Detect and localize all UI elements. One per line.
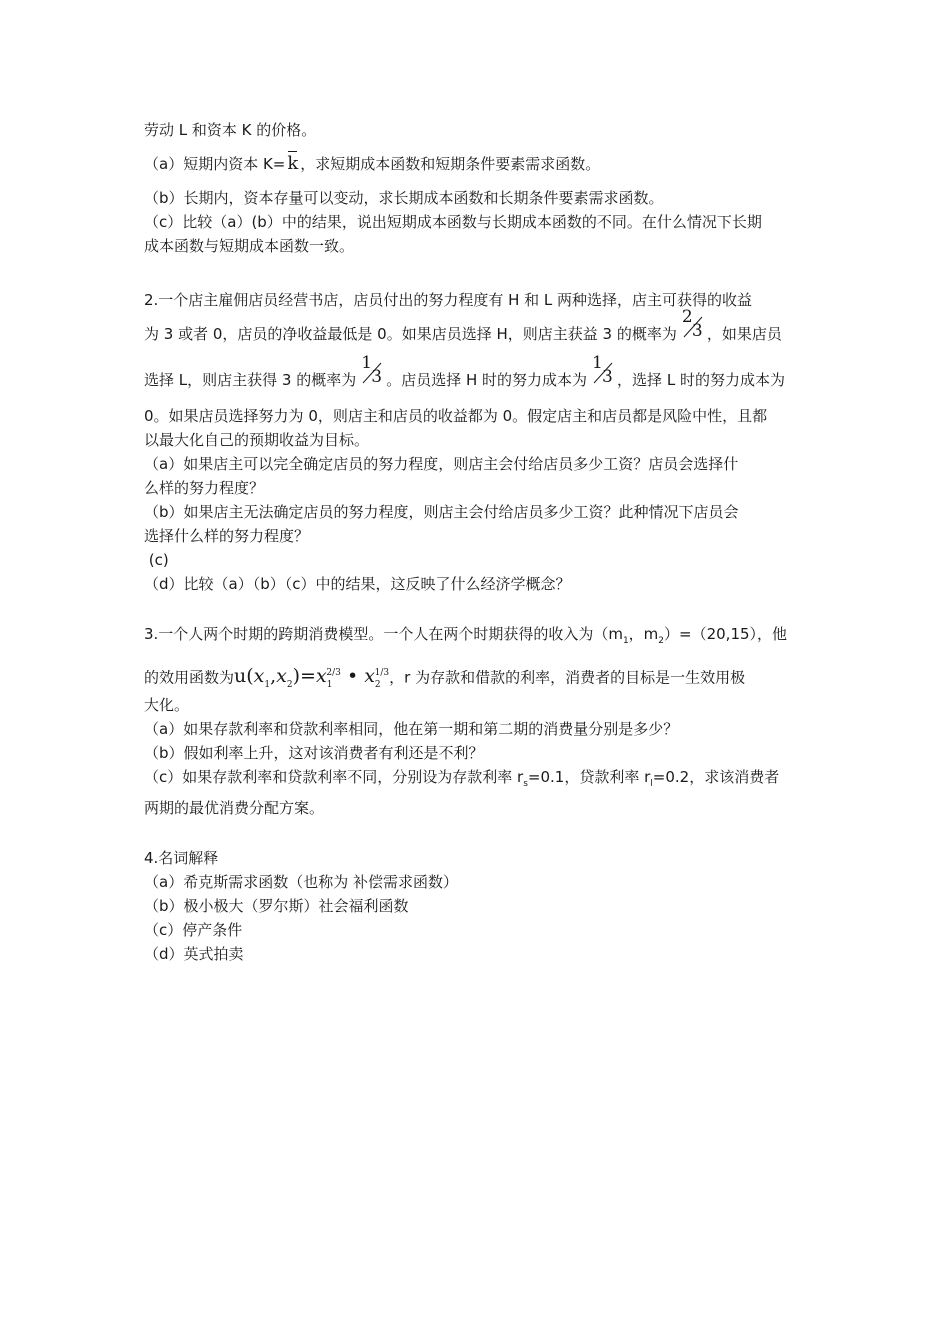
q3-line1-tail: ）=（20,15），他: [664, 625, 788, 643]
q1-a-text-post: ，求短期成本函数和短期条件要素需求函数。: [300, 155, 601, 173]
q1-a-text-pre: （a）短期内资本 K=: [144, 155, 286, 173]
q3-line2-text: 的效用函数为: [144, 668, 235, 687]
q3-line2: [144, 653, 808, 693]
math-sub: 2: [374, 680, 381, 691]
q1-intro-line: 劳动 L 和资本 K 的价格。: [144, 121, 317, 139]
fraction-one-third-cost: [587, 353, 617, 393]
fraction-numerator: 1: [592, 353, 603, 373]
q4-part-a: （a）希克斯需求函数（也称为 补偿需求函数）: [144, 873, 458, 891]
q3-c-text: （c）如果存款利率和贷款利率不同，分别设为存款利率 r: [144, 768, 524, 786]
q2-line5: 以最大化自己的预期收益为目标。: [144, 431, 370, 449]
k-bar-symbol: k: [287, 153, 299, 174]
math-comma: ,: [270, 665, 277, 688]
q4-part-c: （c）停产条件: [144, 921, 243, 939]
q1-part-a: [144, 152, 808, 176]
q3-comma: ，m: [628, 625, 659, 643]
q2-line2-text: 为 3 或者 0，店员的净收益最低是 0。如果店员选择 H，则店主获益 3 的概率为: [144, 325, 677, 343]
q3-c-mid: =0.1，贷款利率 r: [527, 768, 651, 786]
math-dot: •: [340, 665, 365, 688]
utility-function-formula: [234, 665, 390, 691]
q3-line3: 大化。: [144, 696, 190, 714]
q1-part-c-line1: （c）比较（a）(b）中的结果，说出短期成本函数与长期成本函数的不同。在什么情况下长期: [144, 213, 762, 231]
math-sub: 1: [326, 680, 333, 691]
q2-line3-text: 选择 L，则店主获得 3 的概率为: [144, 371, 357, 389]
q3-part-c-line1: [144, 765, 808, 796]
fraction-denominator: 3: [602, 367, 613, 387]
q3-line1: [144, 622, 808, 653]
q2-line1: 2.一个店主雇佣店员经营书店，店员付出的努力程度有 H 和 L 两种选择，店主可获得的收益: [144, 291, 753, 309]
q2-part-d: （d）比较（a）（b）（c）中的结果，这反映了什么经济学概念？: [144, 575, 571, 593]
q2-line2-tail: ，如果店员: [706, 325, 782, 343]
fraction-numerator: 1: [361, 353, 373, 373]
math-x: x: [253, 665, 265, 688]
q1-part-c-line2: 成本函数与短期成本函数一致。: [144, 237, 355, 255]
subscript: l: [650, 779, 653, 789]
fraction-numerator: 2: [681, 307, 693, 327]
subscript: 1: [622, 636, 629, 646]
math-x: x: [364, 665, 375, 688]
q2-part-b-line2: 选择什么样的努力程度？: [144, 527, 310, 545]
math-exp: 2/3: [326, 668, 341, 678]
fraction-denominator: 3: [371, 367, 383, 387]
q4-part-d: （d）英式拍卖: [144, 945, 244, 963]
q3-part-a: （a）如果存款利率和贷款利率相同，他在第一期和第二期的消费量分别是多少？: [144, 720, 679, 738]
q2-line2: [144, 307, 808, 356]
q2-part-a-line2: 么样的努力程度？: [144, 479, 265, 497]
q2-line4: 0。如果店员选择努力为 0，则店主和店员的收益都为 0。假定店主和店员都是风险中性，且都: [144, 407, 768, 425]
fraction-one-third: [356, 353, 386, 393]
math-exp: 1/3: [374, 668, 390, 678]
subscript: s: [523, 779, 528, 789]
fraction-two-thirds: [677, 307, 707, 347]
q2-line3: [144, 353, 808, 404]
fraction-denominator: 3: [691, 321, 703, 341]
math-sub: 1: [264, 680, 271, 691]
document-body: [144, 118, 808, 966]
math-u: u(: [234, 665, 254, 688]
q2-line3-tail: ，选择 L 时的努力成本为: [617, 371, 785, 389]
math-x: x: [276, 665, 287, 688]
q4-title: 4.名词解释: [144, 849, 219, 867]
q1-part-b: （b）长期内，资本存量可以变动，求长期成本函数和长期条件要素需求函数。: [144, 189, 664, 207]
q3-part-c-line2: 两期的最优消费分配方案。: [144, 799, 325, 817]
q2-line3-mid: 。店员选择 H 时的努力成本为: [386, 371, 588, 389]
subscript: 2: [658, 636, 665, 646]
q3-part-b: （b）假如利率上升，这对该消费者有利还是不利？: [144, 744, 484, 762]
q2-part-c: (c): [144, 551, 169, 569]
q3-line2-tail: ，r 为存款和借款的利率，消费者的目标是一生效用极: [389, 668, 746, 687]
q2-part-b-line1: （b）如果店主无法确定店员的努力程度，则店主会付给店员多少工资？此种情况下店员会: [144, 503, 739, 521]
math-x: x: [315, 665, 327, 688]
q2-part-a-line1: （a）如果店主可以完全确定店员的努力程度，则店主会付给店员多少工资？店员会选择什: [144, 455, 739, 473]
math-equals: )=: [292, 665, 316, 688]
q3-c-tail: =0.2，求该消费者: [652, 768, 780, 786]
q3-line1-text: 3.一个人两个时期的跨期消费模型。一个人在两个时期获得的收入为（m: [144, 625, 623, 643]
q4-part-b: （b）极小极大（罗尔斯）社会福利函数: [144, 897, 409, 915]
math-sub: 2: [286, 680, 293, 691]
